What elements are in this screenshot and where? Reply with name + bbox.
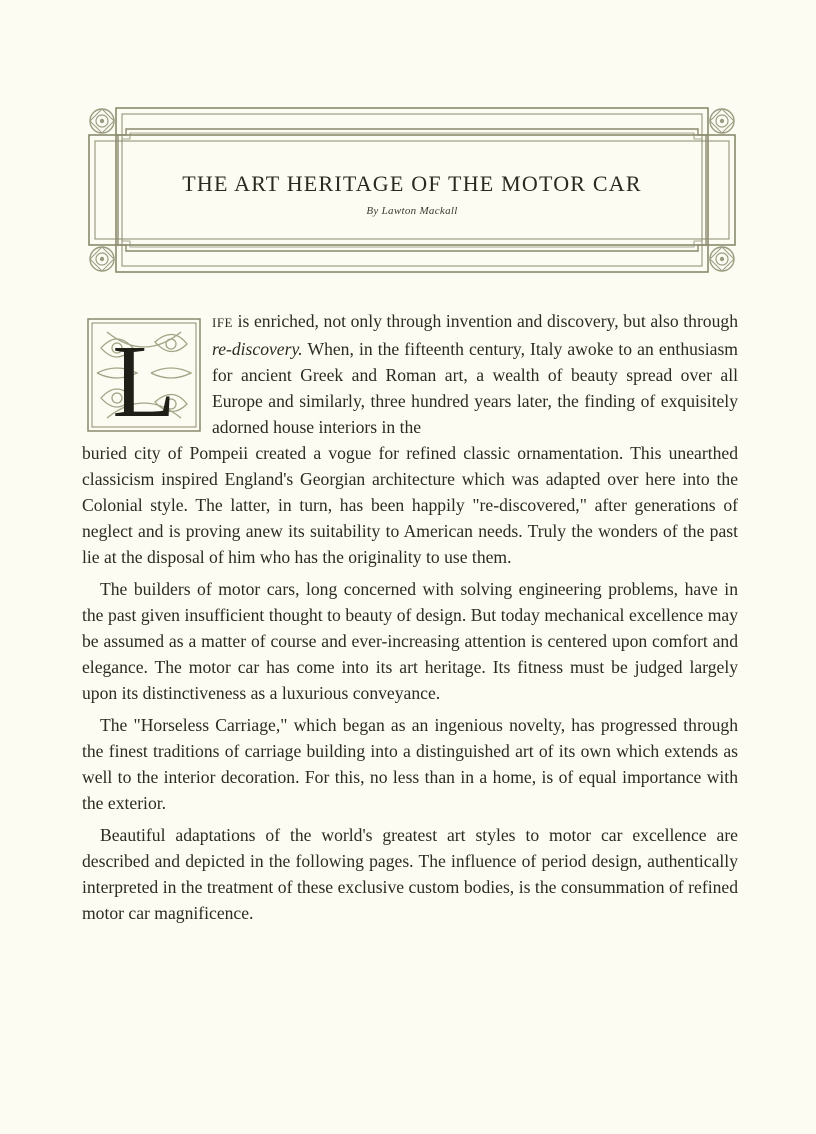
paragraph-1-text-a: is enriched, not only through invention and discovery, but also through <box>237 311 738 331</box>
page-title: THE ART HERITAGE OF THE MOTOR CAR <box>182 171 642 196</box>
dropcap-letter: L <box>112 324 176 432</box>
paragraph-1-text-c: buried city of Pompeii created a vogue for refined classic ornamentation. This unearthed classicism inspired England's Georgian architecture which was adapted over here into the Colonial style. The latter, in turn, has been happily "re-discovered," after generations of neglect and is proving anew its suitability to American needs. Truly the wonders of the past lie at the disposal of him who has the originality to use them. <box>82 443 738 567</box>
opening-small-caps: IFE <box>212 315 233 330</box>
paragraph-1 <box>82 308 738 570</box>
byline: By Lawton Mackall <box>366 205 458 217</box>
paragraph-1-text-b: When, in the fifteenth century, Italy awoke to an enthusiasm for ancient Greek and Roman art, a wealth of beauty spread over all Europe and similarly, three hundred years later, the finding of exquisitely adorned house interiors in the <box>212 339 738 437</box>
paragraph-1-opening <box>212 308 738 440</box>
article-body <box>82 308 738 926</box>
paragraph-4: Beautiful adaptations of the world's greatest art styles to motor car excellence are described and depicted in the following pages. The influence of period design, authentically interpreted in the treatment of these exclusive custom bodies, is the consummation of refined motor car magnificence. <box>82 825 738 923</box>
title-frame <box>86 105 738 275</box>
paragraph-2: The builders of motor cars, long concerned with solving engineering problems, have in the past given insufficient thought to beauty of design. But today mechanical excellence may be assumed as a matter of course and ever-increasing attention is centered upon comfort and elegance. The motor car has come into its art heritage. Its fitness must be judged largely upon its distinctiveness as a luxurious conveyance. <box>82 579 738 703</box>
paragraph-3: The "Horseless Carriage," which began as an ingenious novelty, has progressed through the finest traditions of carriage building into a distinguished art of its own which extends as well to the interior decoration. For this, no less than in a home, is of equal importance with the exterior. <box>82 715 738 813</box>
paragraph-1-italic: re-discovery. <box>212 339 303 359</box>
